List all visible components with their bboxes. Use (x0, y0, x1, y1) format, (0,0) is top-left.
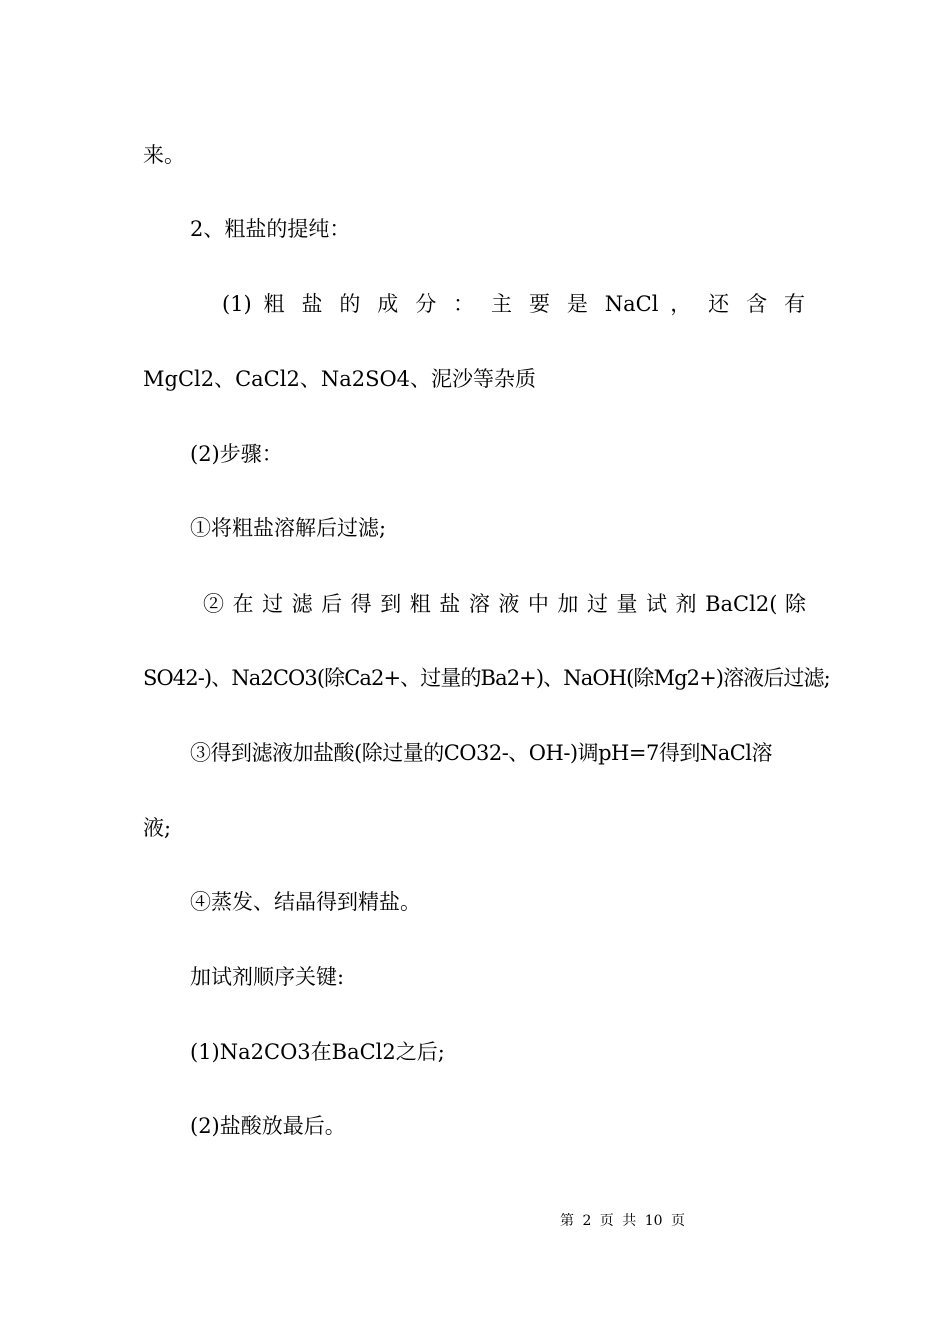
step-item: ② 在 过 滤 后 得 到 粗 盐 溶 液 中 加 过 量 试 剂 BaCl2( 除 (203, 592, 806, 616)
page-number-footer: 第 2 页 共 10 页 (560, 1213, 685, 1229)
text-line: MgCl2、CaCl2、Na2SO4、泥沙等杂质 (143, 367, 537, 391)
text-line: (2)步骤： (190, 442, 283, 466)
text-line: SO42-)、Na2CO3(除Ca2+、过量的Ba2+)、NaOH(除Mg2+)溶液后过滤; (143, 666, 830, 690)
text-line: 来。 (143, 143, 185, 167)
section-heading: 2、粗盐的提纯： (190, 217, 351, 241)
text-line: 液; (143, 816, 172, 840)
section-heading: 加试剂顺序关键: (190, 965, 345, 989)
text-line: (1) 粗 盐 的 成 分 ： 主 要 是 NaCl ， 还 含 有 (222, 292, 805, 316)
step-item: ③得到滤液加盐酸(除过量的CO32-、OH-)调pH=7得到NaCl溶 (190, 741, 773, 765)
step-item: ④蒸发、结晶得到精盐。 (190, 890, 421, 914)
step-item: ①将粗盐溶解后过滤; (190, 516, 387, 540)
list-item: (1)Na2CO3在BaCl2之后; (190, 1040, 445, 1064)
list-item: (2)盐酸放最后。 (190, 1114, 346, 1138)
